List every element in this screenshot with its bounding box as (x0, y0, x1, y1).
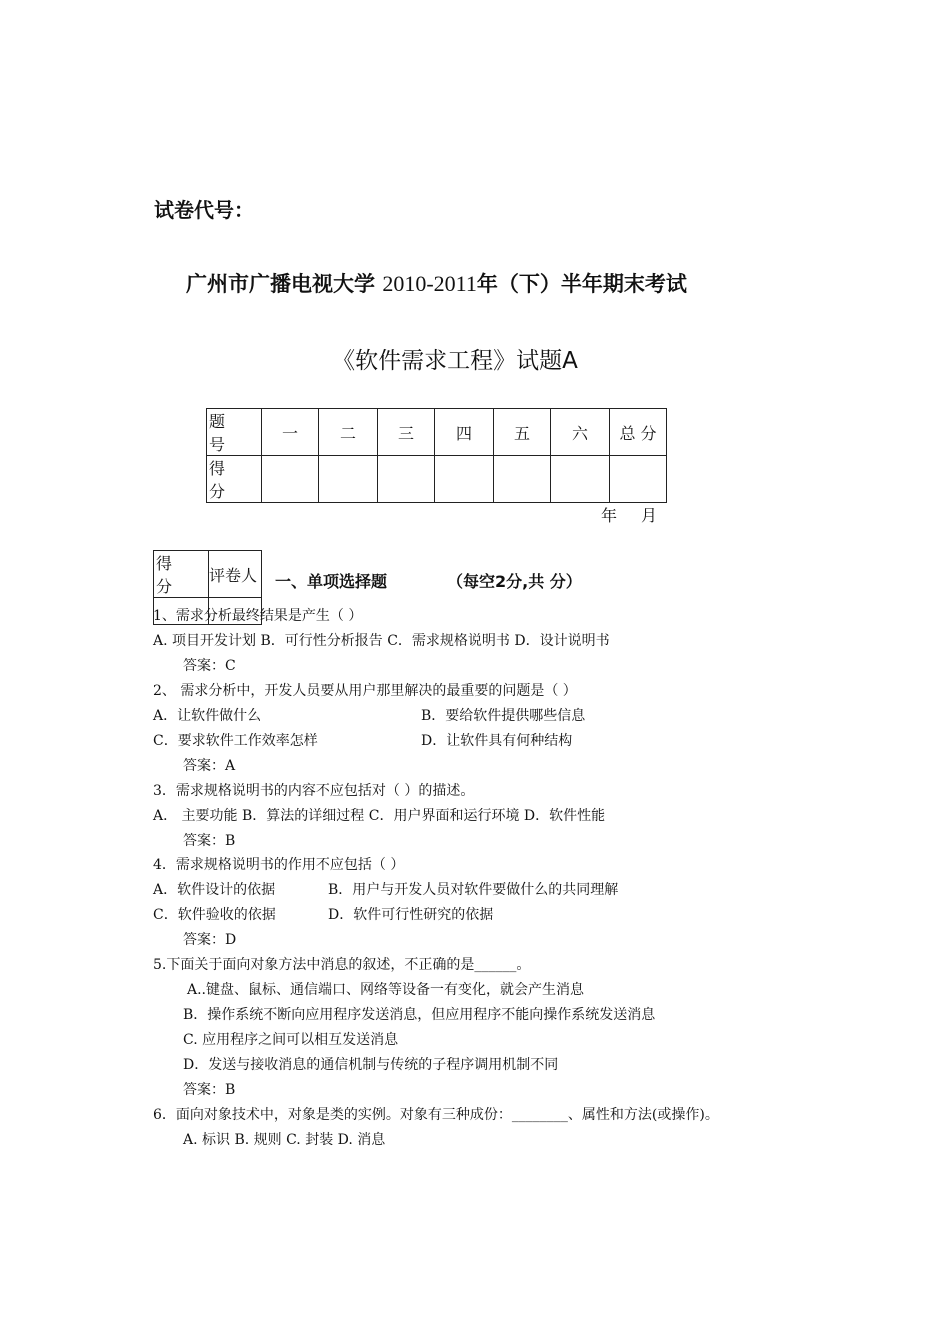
section-title (275, 569, 582, 592)
section-name: 一、单项选择题 (275, 572, 388, 591)
score-table-col-5: 五 (494, 409, 551, 456)
score-cell (494, 456, 551, 503)
option-d: D．软件可行性研究的依据 (328, 907, 494, 923)
question-2 (153, 679, 585, 779)
date-month: 月 (641, 506, 658, 525)
score-cell (319, 456, 378, 503)
question-5 (153, 953, 655, 1103)
score-table-header-label: 题 号 (207, 409, 262, 456)
question-answer: 答案：C (183, 658, 236, 674)
score-table (206, 408, 667, 503)
question-option-row (153, 729, 585, 754)
option-c: C．软件验收的依据 (153, 907, 276, 923)
question-stem: 3．需求规格说明书的内容不应包括对（ ）的描述。 (153, 783, 475, 799)
option-b: B．操作系统不断向应用程序发送消息，但应用程序不能向操作系统发送消息 (183, 1007, 656, 1023)
option-b: B．要给软件提供哪些信息 (421, 708, 586, 724)
score-cell (378, 456, 435, 503)
question-stem: 6．面向对象技术中，对象是类的实例。对象有三种成份：________、属性和方法(或操作)。 (153, 1107, 719, 1123)
section-points: （每空2分,共 分） (447, 572, 582, 591)
question-answer: 答案：B (183, 1082, 236, 1098)
question-answer: 答案：D (183, 932, 237, 948)
score-table-col-3: 三 (378, 409, 435, 456)
question-answer: 答案：B (183, 833, 236, 849)
question-option-row (153, 704, 585, 729)
score-table-header-row (207, 409, 667, 456)
score-table-col-1: 一 (262, 409, 319, 456)
grader-score-label: 得 分 (154, 551, 209, 598)
university-exam-title (186, 268, 687, 298)
score-table-col-2: 二 (319, 409, 378, 456)
question-stem: 1、需求分析最终结果是产生（ ） (153, 608, 363, 624)
score-cell (551, 456, 610, 503)
question-option-row (153, 903, 618, 928)
question-3 (153, 779, 605, 854)
question-options: A． 主要功能 B．算法的详细过程 C．用户界面和运行环境 D．软件性能 (153, 808, 606, 824)
question-4 (153, 853, 618, 953)
question-option-row (153, 878, 618, 903)
question-1 (153, 604, 610, 679)
date-year: 年 (601, 506, 618, 525)
question-stem: 2、 需求分析中，开发人员要从用户那里解决的最重要的问题是（ ） (153, 683, 577, 699)
option-a: A．软件设计的依据 (153, 882, 276, 898)
option-d: D．让软件具有何种结构 (421, 733, 573, 749)
score-table-col-total: 总 分 (610, 409, 667, 456)
score-table-score-label: 得 分 (207, 456, 262, 503)
exam-title-suffix: 年（下）半年期末考试 (476, 272, 687, 296)
option-a: A..键盘、鼠标、通信端口、网络等设备一有变化，就会产生消息 (187, 982, 585, 998)
score-cell (610, 456, 667, 503)
score-cell (435, 456, 494, 503)
option-c: C. 应用程序之间可以相互发送消息 (183, 1032, 399, 1048)
option-c: C．要求软件工作效率怎样 (153, 733, 318, 749)
date-line (601, 503, 681, 526)
question-options: A. 标识 B. 规则 C. 封装 D. 消息 (183, 1132, 386, 1148)
year-term: 2010-2011 (382, 271, 477, 296)
question-options: A. 项目开发计划 B．可行性分析报告 C．需求规格说明书 D．设计说明书 (153, 633, 610, 649)
question-stem: 4．需求规格说明书的作用不应包括（ ） (153, 857, 405, 873)
grader-label: 评卷人 (209, 551, 262, 598)
course-title: 《软件需求工程》试题A (332, 348, 578, 374)
question-stem: 5.下面关于面向对象方法中消息的叙述，不正确的是______。 (153, 957, 531, 973)
score-table-col-6: 六 (551, 409, 610, 456)
paper-code-label: 试卷代号： (154, 198, 254, 222)
score-table-score-row (207, 456, 667, 503)
score-table-col-4: 四 (435, 409, 494, 456)
university-name: 广州市广播电视大学 (186, 272, 375, 296)
question-6 (153, 1103, 719, 1153)
score-cell (262, 456, 319, 503)
option-b: B．用户与开发人员对软件要做什么的共同理解 (328, 882, 619, 898)
option-d: D．发送与接收消息的通信机制与传统的子程序调用机制不同 (183, 1057, 559, 1073)
option-a: A．让软件做什么 (153, 708, 262, 724)
question-answer: 答案：A (183, 758, 236, 774)
